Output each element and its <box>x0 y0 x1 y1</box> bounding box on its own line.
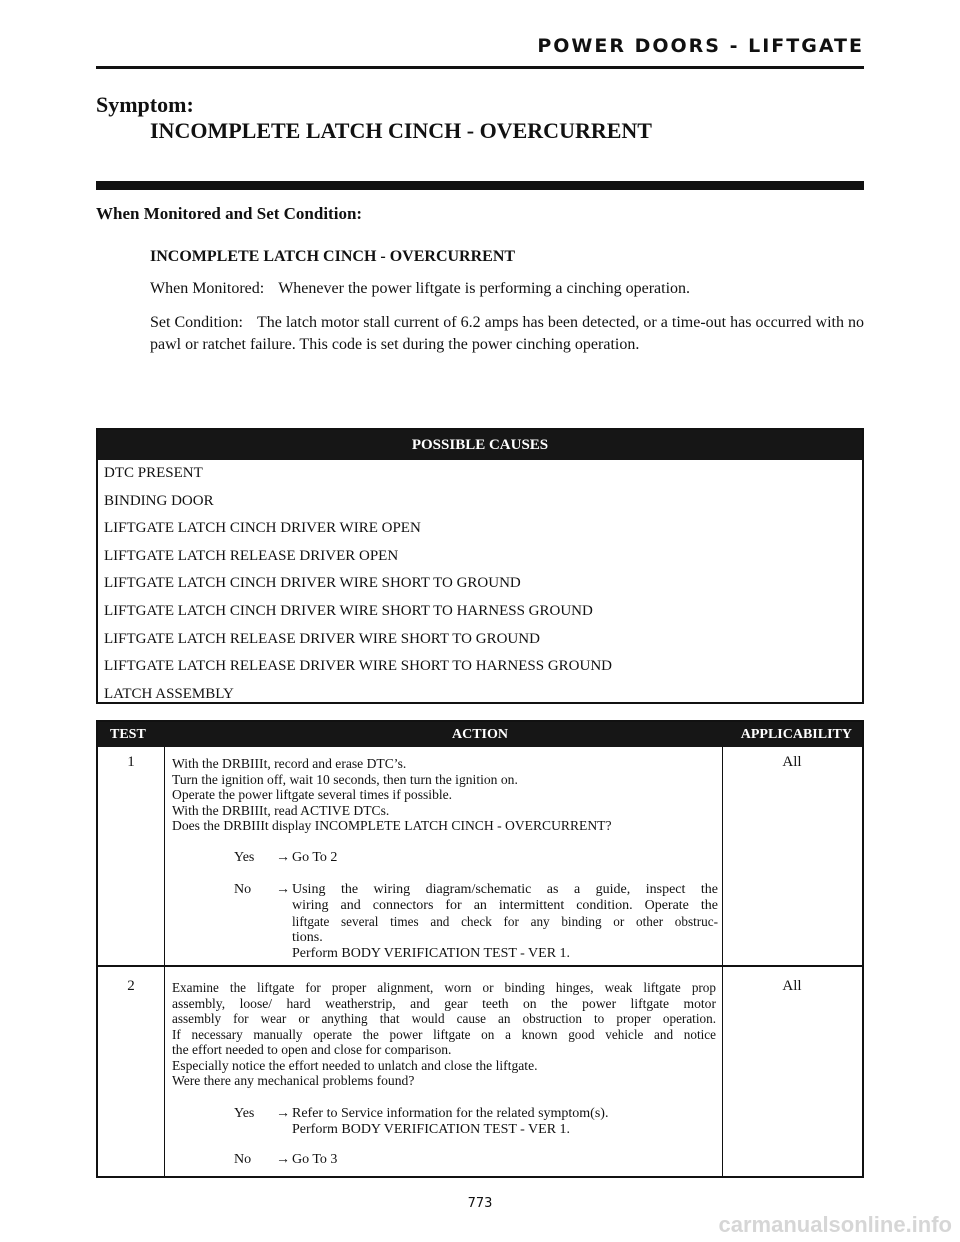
cause-item: LIFTGATE LATCH CINCH DRIVER WIRE SHORT TO GROUND <box>104 575 521 592</box>
when-monitored-label: When Monitored: <box>150 280 265 297</box>
answer-line: Perform BODY VERIFICATION TEST - VER 1. <box>292 1122 571 1137</box>
test-step: Turn the ignition off, wait 10 seconds, then turn the ignition on. <box>172 771 518 787</box>
conditions-heading: When Monitored and Set Condition: <box>96 204 363 223</box>
test-step: Especially notice the effort needed to unlatch and close the liftgate. <box>172 1057 538 1073</box>
test-step: With the DRBIIIt, read ACTIVE DTCs. <box>172 802 390 818</box>
section-header: POWER DOORS - LIFTGATE <box>537 35 864 57</box>
answer-line: Go To 3 <box>292 1152 338 1167</box>
answer-line: tions. <box>292 930 323 945</box>
set-condition-text: The latch motor stall current of 6.2 amps has been detected, or a time-out has occurred with no pawl or ratchet failure. This code is set during the power cinching operation. <box>150 314 864 353</box>
test-applicability: All <box>782 978 802 994</box>
cause-item: DTC PRESENT <box>104 465 203 481</box>
test-number: 1 <box>127 754 135 770</box>
answer-no <box>170 1152 718 1170</box>
answer-yes <box>170 1106 718 1140</box>
answer-yes-label: Yes <box>234 850 255 865</box>
watermark: carmanualsonline.info <box>718 1212 952 1237</box>
test-table <box>96 720 864 1178</box>
header-rule <box>96 66 864 69</box>
answer-no-text <box>292 882 718 962</box>
when-monitored <box>150 278 864 300</box>
column-divider <box>164 747 165 1176</box>
test-step: Operate the power liftgate several times if possible. <box>172 787 453 802</box>
answer-no-label: No <box>234 1152 252 1167</box>
symptom-title: INCOMPLETE LATCH CINCH - OVERCURRENT <box>150 118 652 143</box>
symptom-label: Symptom: <box>96 92 194 117</box>
arrow-icon: → <box>276 1106 290 1121</box>
cause-item: LIFTGATE LATCH CINCH DRIVER WIRE OPEN <box>104 520 421 537</box>
arrow-icon: → <box>276 850 290 865</box>
test-steps <box>172 756 716 834</box>
row-divider <box>98 965 862 967</box>
test-step: Does the DRBIIIt display INCOMPLETE LATCH CINCH - OVERCURRENT? <box>172 818 612 833</box>
header-test: TEST <box>110 727 146 742</box>
test-step: assembly for wear or anything that would cause an obstruction to proper operation. <box>172 1011 716 1026</box>
conditions-block <box>150 248 864 368</box>
cause-item: LATCH ASSEMBLY <box>104 685 234 702</box>
test-steps <box>172 980 716 1089</box>
test-applicability: All <box>782 754 802 770</box>
answer-no-text <box>292 1152 718 1168</box>
answer-line: Go To 2 <box>292 850 338 865</box>
possible-causes-table <box>96 428 864 704</box>
answer-line: Refer to Service information for the related symptom(s). <box>292 1106 609 1121</box>
cause-item: BINDING DOOR <box>104 492 214 509</box>
test-step: Examine the liftgate for proper alignment, worn or binding hinges, weak liftgate prop <box>172 980 716 995</box>
arrow-icon: → <box>276 1152 290 1167</box>
when-monitored-text: Whenever the power liftgate is performing a cinching operation. <box>278 280 691 297</box>
page-number: 773 <box>467 1196 493 1211</box>
cause-item: LIFTGATE LATCH RELEASE DRIVER WIRE SHORT TO HARNESS GROUND <box>104 658 613 675</box>
test-step: With the DRBIIIt, record and erase DTC’s. <box>172 756 407 771</box>
answer-line: liftgate several times and check for any binding or other obstruc- <box>292 914 718 929</box>
possible-causes-heading: POSSIBLE CAUSES <box>98 430 862 460</box>
arrow-icon: → <box>276 882 290 897</box>
answer-line: Using the wiring diagram/schematic as a guide, inspect the <box>292 882 718 897</box>
section-divider <box>96 181 864 190</box>
test-step: assembly, loose/ hard weatherstrip, and gear teeth on the power liftgate motor <box>172 995 716 1011</box>
answer-yes-text <box>292 1106 718 1138</box>
set-condition-label: Set Condition: <box>150 314 243 331</box>
conditions-title: INCOMPLETE LATCH CINCH - OVERCURRENT <box>150 248 516 265</box>
answer-yes <box>170 850 718 868</box>
cause-item: LIFTGATE LATCH RELEASE DRIVER WIRE SHORT TO GROUND <box>104 630 540 647</box>
test-step: If necessary manually operate the power liftgate on a known good vehicle and notice <box>172 1026 716 1042</box>
answer-yes-label: Yes <box>234 1106 255 1121</box>
cause-item: LIFTGATE LATCH CINCH DRIVER WIRE SHORT TO HARNESS GROUND <box>104 602 593 619</box>
answer-yes-text <box>292 850 718 866</box>
header-action: ACTION <box>451 727 508 742</box>
cause-item: LIFTGATE LATCH RELEASE DRIVER OPEN <box>104 547 399 564</box>
header-applicability: APPLICABILITY <box>740 727 852 742</box>
test-step: Were there any mechanical problems found? <box>172 1073 415 1088</box>
answer-line: wiring and connectors for an intermittent condition. Operate the <box>292 898 718 913</box>
test-step: the effort needed to open and close for comparison. <box>172 1042 452 1057</box>
answer-no <box>170 882 718 962</box>
test-number: 2 <box>127 978 135 994</box>
answer-no-label: No <box>234 882 252 897</box>
answer-line: Perform BODY VERIFICATION TEST - VER 1. <box>292 946 571 961</box>
set-condition <box>150 312 864 356</box>
test-table-header <box>98 722 862 747</box>
column-divider <box>722 747 723 1176</box>
